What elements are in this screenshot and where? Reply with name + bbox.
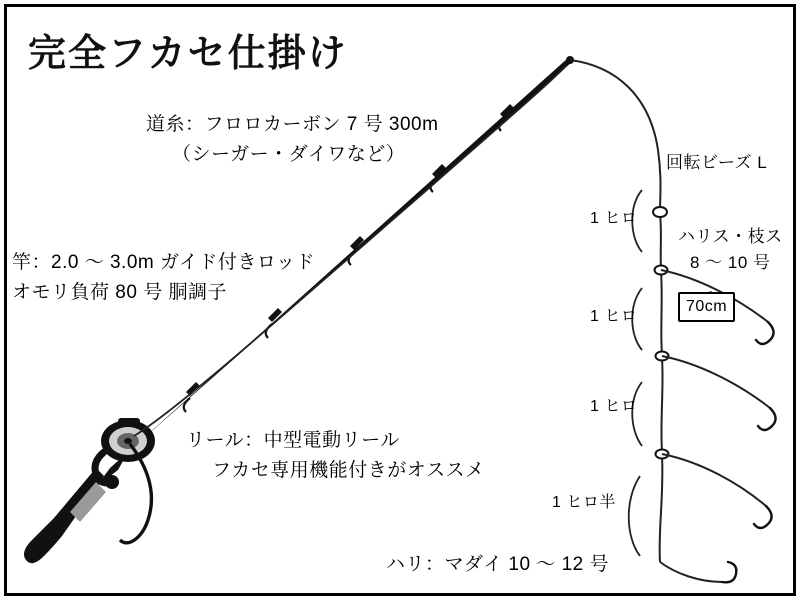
label-branch-length: 70cm: [678, 292, 735, 322]
label-spacing-3: 1 ヒロ: [590, 398, 638, 415]
label-spacing-1: 1 ヒロ: [590, 210, 638, 227]
label-mainline-1: 道糸：フロロカーボン 7 号 300m: [146, 114, 439, 135]
swivel-bead-top: [653, 207, 667, 217]
main-line-to-rig: [570, 60, 661, 214]
label-rod-1: 竿：2.0 ～ 3.0m ガイド付きロッド: [12, 252, 316, 273]
page-title: 完全フカセ仕掛け: [28, 33, 348, 75]
label-reel-1: リール：中型電動リール: [186, 430, 400, 451]
label-mainline-2: （シーガー・ダイワなど）: [172, 144, 406, 165]
label-harisu-1: ハリス・枝ス: [678, 227, 783, 246]
spacing-brackets: [629, 190, 642, 556]
label-hook: ハリ：マダイ 10 ～ 12 号: [386, 554, 610, 575]
label-spacing-4: 1 ヒロ半: [552, 494, 616, 511]
hooks: [722, 322, 776, 582]
label-spacing-2: 1 ヒロ: [590, 308, 638, 325]
label-reel-2: フカセ専用機能付きがオススメ: [212, 460, 485, 481]
label-rotating-bead: 回転ビーズ L: [666, 153, 768, 172]
label-rod-2: オモリ負荷 80 号 胴調子: [12, 282, 227, 303]
label-harisu-2: 8 ～ 10 号: [690, 253, 771, 272]
